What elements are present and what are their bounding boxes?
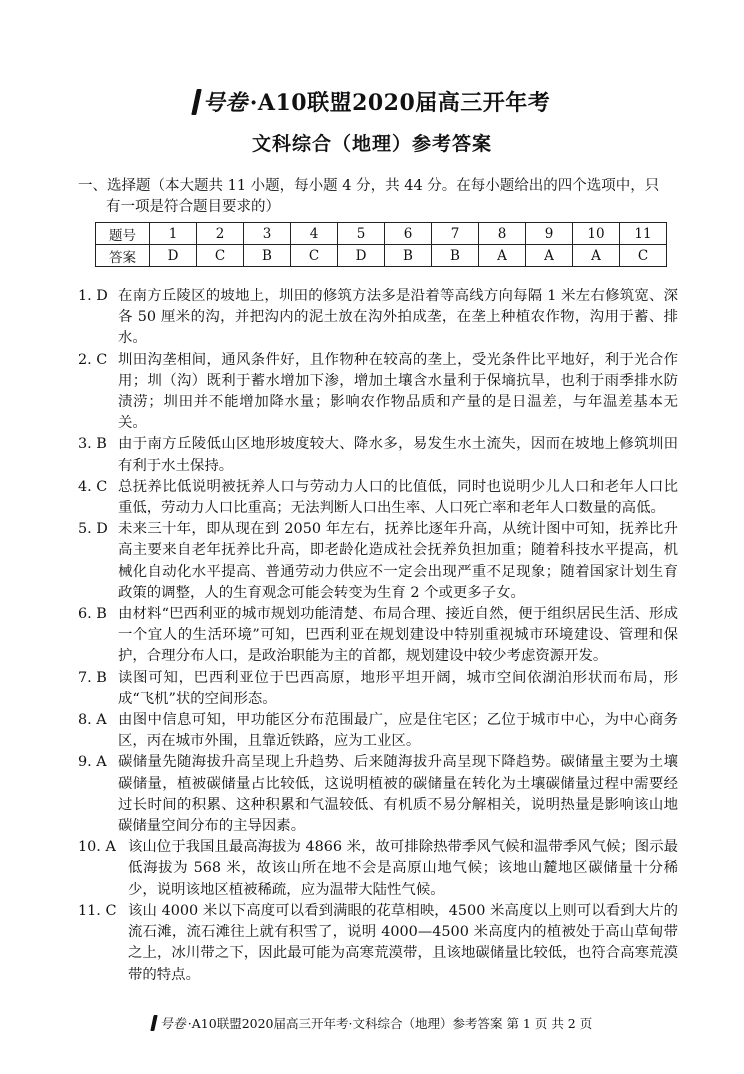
item-number: 11. C bbox=[78, 902, 117, 919]
item-number: 7. B bbox=[78, 669, 107, 686]
answer-row-label: 答案 bbox=[96, 245, 150, 267]
item-text: 由材料“巴西利亚的城市规划功能清楚、布局合理、接近自然，便于组织居民生活、形成一个宜人的生活环境”可知，巴西利亚在规划建设中特别重视城市环境建设、管理和保护，合理分布人口，是政治职能为主的首都，规划建设中较少考虑资源开发。 bbox=[118, 606, 678, 665]
number-row-label: 题号 bbox=[96, 223, 150, 245]
item-number: 5. D bbox=[78, 521, 108, 538]
item-number: 9. A bbox=[78, 754, 107, 771]
explanation-list bbox=[78, 286, 678, 986]
list-item bbox=[78, 901, 678, 986]
item-number: 6. B bbox=[78, 606, 107, 623]
list-item bbox=[78, 752, 678, 837]
logo bbox=[194, 86, 248, 117]
footer-text: ·A10联盟2020届高三开年考·文科综合（地理）参考答案 第 1 页 共 2 页 bbox=[187, 1016, 593, 1031]
logo-mark-icon bbox=[191, 89, 202, 115]
list-item bbox=[78, 837, 678, 901]
item-text: 该山位于我国且最高海拔为 4866 米，故可排除热带季风气候和温带季风气候；图示最低海拔为 568 米，故该山所在地不会是高原山地气候；该地山麓地区碳储量十分稀少，说明该地区植被稀疏，应为温带大陆性气候。 bbox=[128, 839, 678, 898]
answer-cell: D bbox=[338, 245, 385, 267]
item-text: 该山 4000 米以下高度可以看到满眼的花草相映，4500 米高度以上则可以看到大片的流石滩，流石滩往上就有积雪了，说明 4000—4500 米高度内的植被处于高山草甸带之上，冰川带之下，因此最可能为高寒荒漠带，且该地碳储量比较低，也符合高寒荒漠带的特点。 bbox=[128, 902, 678, 983]
answer-cell: C bbox=[620, 245, 667, 267]
question-number: 8 bbox=[479, 223, 526, 245]
footer-logo-text: 号卷 bbox=[159, 1017, 186, 1032]
answer-cell: A bbox=[479, 245, 526, 267]
question-number: 5 bbox=[338, 223, 385, 245]
item-text: 读图可知，巴西利亚位于巴西高原，地形平坦开阔，城市空间依湖泊形状而布局，形成“飞机”状的空间形态。 bbox=[118, 669, 678, 707]
item-text: 总抚养比低说明被抚养人口与劳动力人口的比值低，同时也说明少儿人口和老年人口比重低，劳动力人口比重高；无法判断人口出生率、人口死亡率和老年人口数量的高低。 bbox=[118, 478, 678, 517]
section-heading bbox=[78, 176, 678, 218]
item-number: 8. A bbox=[78, 712, 107, 729]
page-footer bbox=[0, 1013, 744, 1032]
section-heading-line-1: 一、选择题（本大题共 11 小题，每小题 4 分，共 44 分。在每小题给出的四个选项中，只 bbox=[78, 178, 660, 194]
answer-cell: B bbox=[244, 245, 291, 267]
question-number: 4 bbox=[291, 223, 338, 245]
section-heading-line-2: 有一项是符合题目要求的） bbox=[106, 199, 280, 215]
list-item bbox=[78, 710, 678, 752]
item-text: 由于南方丘陵低山区地形坡度较大、降水多，易发生水土流失，因而在坡地上修筑圳田有利于水土保持。 bbox=[118, 436, 678, 474]
item-text: 在南方丘陵区的坡地上，圳田的修筑方法多是沿着等高线方向每隔 1 米左右修筑宽、深各 50 厘米的沟，并把沟内的泥土放在沟外拍成垄，在垄上种植农作物，沟用于蓄、排水。 bbox=[118, 288, 678, 347]
item-text: 未来三十年，即从现在到 2050 年左右，抚养比逐年升高，从统计图中可知，抚养比升高主要来自老年抚养比升高，即老龄化造成社会抚养负担加重；随着科技水平提高，机械化自动化水平提高、普通劳动力供应不一定会出现严重不足现象；随着国家计划生育政策的调整，人的生育观念可能会转变为生育 2 个或更多子女。 bbox=[118, 521, 678, 601]
item-text: 圳田沟垄相间，通风条件好，且作物种在较高的垄上，受光条件比平地好，利于光合作用；圳（沟）既利于蓄水增加下渗，增加土壤含水量利于保墒抗旱，也利于雨季排水防渍涝；圳田并不能增加降水量；影响农作物品质和产量的是日温差，与年温差基本无关。 bbox=[118, 351, 678, 432]
answer-cell: A bbox=[573, 245, 620, 267]
item-number: 10. A bbox=[78, 839, 116, 856]
item-text: 由图中信息可知，甲功能区分布范围最广，应是住宅区；乙位于城市中心，为中心商务区，丙在城市外围，且靠近铁路，应为工业区。 bbox=[118, 712, 678, 750]
answer-cell: D bbox=[150, 245, 197, 267]
question-number: 7 bbox=[432, 223, 479, 245]
item-number: 3. B bbox=[78, 436, 107, 453]
item-number: 1. D bbox=[78, 288, 108, 304]
page-subtitle: 文科综合（地理）参考答案 bbox=[251, 133, 492, 155]
answer-cell: A bbox=[526, 245, 573, 267]
logo-text: 号卷 bbox=[202, 90, 248, 116]
item-text: 碳储量先随海拔升高呈现上升趋势、后来随海拔升高呈现下降趋势。碳储量主要为土壤碳储量，植被碳储量占比较低，这说明植被的碳储量在转化为土壤碳储量过程中需要经过长时间的积累、这种积累和气温较低、有机质不易分解相关，说明热量是影响该山地碳储量空间分布的主导因素。 bbox=[118, 754, 678, 835]
list-item bbox=[78, 604, 678, 668]
list-item bbox=[78, 519, 678, 604]
question-number: 10 bbox=[573, 223, 620, 245]
answer-cell: C bbox=[197, 245, 244, 267]
item-number: 2. C bbox=[78, 351, 108, 368]
question-number: 9 bbox=[526, 223, 573, 245]
question-number: 3 bbox=[244, 223, 291, 245]
question-number: 6 bbox=[385, 223, 432, 245]
footer-logo bbox=[152, 1013, 186, 1032]
list-item bbox=[78, 286, 678, 350]
list-item bbox=[78, 350, 678, 435]
answer-table-number-row bbox=[96, 223, 667, 245]
title-text: ·A10联盟2020届高三开年考 bbox=[249, 90, 551, 116]
item-number: 4. C bbox=[78, 478, 108, 495]
question-number: 1 bbox=[150, 223, 197, 245]
answer-cell: B bbox=[432, 245, 479, 267]
page-title bbox=[0, 86, 744, 117]
question-number: 11 bbox=[620, 223, 667, 245]
answer-cell: B bbox=[385, 245, 432, 267]
list-item bbox=[78, 434, 678, 476]
answer-cell: C bbox=[291, 245, 338, 267]
answer-table-answer-row bbox=[96, 245, 667, 267]
list-item bbox=[78, 477, 678, 519]
answer-table bbox=[95, 222, 667, 267]
logo-mark-icon bbox=[150, 1015, 157, 1031]
question-number: 2 bbox=[197, 223, 244, 245]
list-item bbox=[78, 668, 678, 710]
